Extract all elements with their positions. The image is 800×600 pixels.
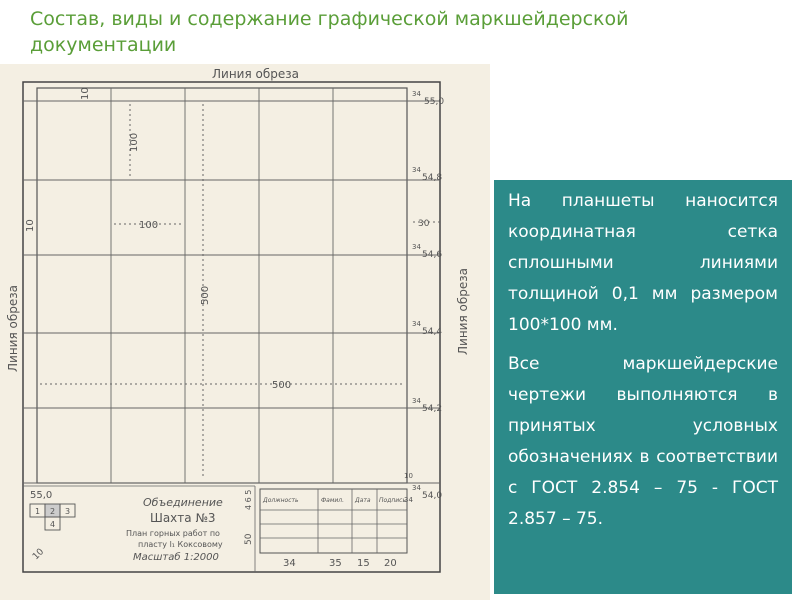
cut-line-right-label: Линия обреза (456, 268, 470, 355)
outer-frame (23, 82, 443, 572)
dim-left-10: 10 (25, 219, 36, 232)
stamp-line: Масштаб 1:2000 (133, 552, 219, 563)
grid-label-prefix: 34 (412, 320, 421, 328)
grid-label-value: 54,2 (422, 404, 443, 414)
stamp-line: План горных работ по (126, 529, 220, 538)
slide-title: Состав, виды и содержание графической маркшейдерской документации (30, 8, 629, 56)
grid-border (37, 88, 407, 483)
grid-label-prefix: 34 (412, 397, 421, 405)
table-header: Дата (355, 497, 371, 504)
dim-side-50: 50 (244, 533, 254, 545)
stamp-line: Объединение (143, 496, 223, 509)
sheet-number: 1 (35, 507, 41, 516)
stamp-text (126, 496, 223, 563)
dim-vertical-100: 100 (129, 132, 140, 152)
sheet-number: 2 (50, 507, 56, 516)
grid-label-prefix: 34 (412, 166, 421, 174)
grid-label-prefix: 34 (412, 484, 421, 492)
dim-right-30: 30 (418, 219, 430, 229)
dim-vertical-500: 500 (200, 285, 211, 305)
sheet-number: 4 (50, 520, 56, 529)
cut-line-left-label: Линия обреза (6, 285, 20, 372)
stamp-line: пласту l₁ Коксовому (138, 540, 223, 549)
grid-label-prefix: 34 (412, 243, 421, 251)
bottom-right-prefix: 10 (404, 472, 413, 480)
dim-top-10: 10 (80, 87, 91, 100)
grid-label-value: 54,0 (422, 491, 443, 501)
dimension-lines (40, 104, 443, 478)
column-width: 20 (384, 558, 397, 569)
stamp-table-widths (283, 558, 397, 569)
grid-vertical-lines (111, 88, 333, 483)
grid-label-value: 54,6 (422, 250, 443, 260)
sheet-numbers (35, 507, 70, 529)
table-header: Подпись (379, 497, 406, 504)
info-panel (494, 180, 792, 594)
column-width: 34 (283, 558, 296, 569)
column-width: 35 (329, 558, 342, 569)
info-paragraph-grid: На планшеты наносится координатная сетка сплошными линиями толщиной 0,1 мм размером 100*100 мм. (508, 191, 778, 335)
cut-line-top-label: Линия обреза (212, 67, 299, 81)
sheet-number: 3 (65, 507, 71, 516)
dim-side-small: 4 6 5 (244, 489, 253, 510)
table-header: Фамил. (321, 497, 345, 504)
dim-bottom-left-10: 10 (31, 546, 47, 563)
grid-label-value: 54,4 (422, 327, 443, 337)
dim-horizontal-500: 500 (272, 380, 292, 391)
dim-horizontal-100: 100 (139, 220, 159, 231)
grid-label-value: 55,0 (424, 97, 445, 107)
corner-label: 55,0 (30, 490, 53, 501)
planshet-scheme (0, 64, 490, 600)
bottom-right-prefix-2: 34 (404, 496, 413, 504)
table-header: Должность (263, 497, 299, 504)
stamp-table-headers (262, 497, 406, 504)
grid-label-prefix: 34 (412, 90, 421, 98)
column-width: 15 (357, 558, 370, 569)
stamp-line: Шахта №3 (150, 511, 216, 525)
info-paragraph-gost: Все маркшейдерские чертежи выполняются в принятых условных обозначениях в соответствии с ГОСТ 2.854 – 75 - ГОСТ 2.857 – 75. (508, 354, 778, 529)
grid-label-value: 54,8 (422, 173, 443, 183)
